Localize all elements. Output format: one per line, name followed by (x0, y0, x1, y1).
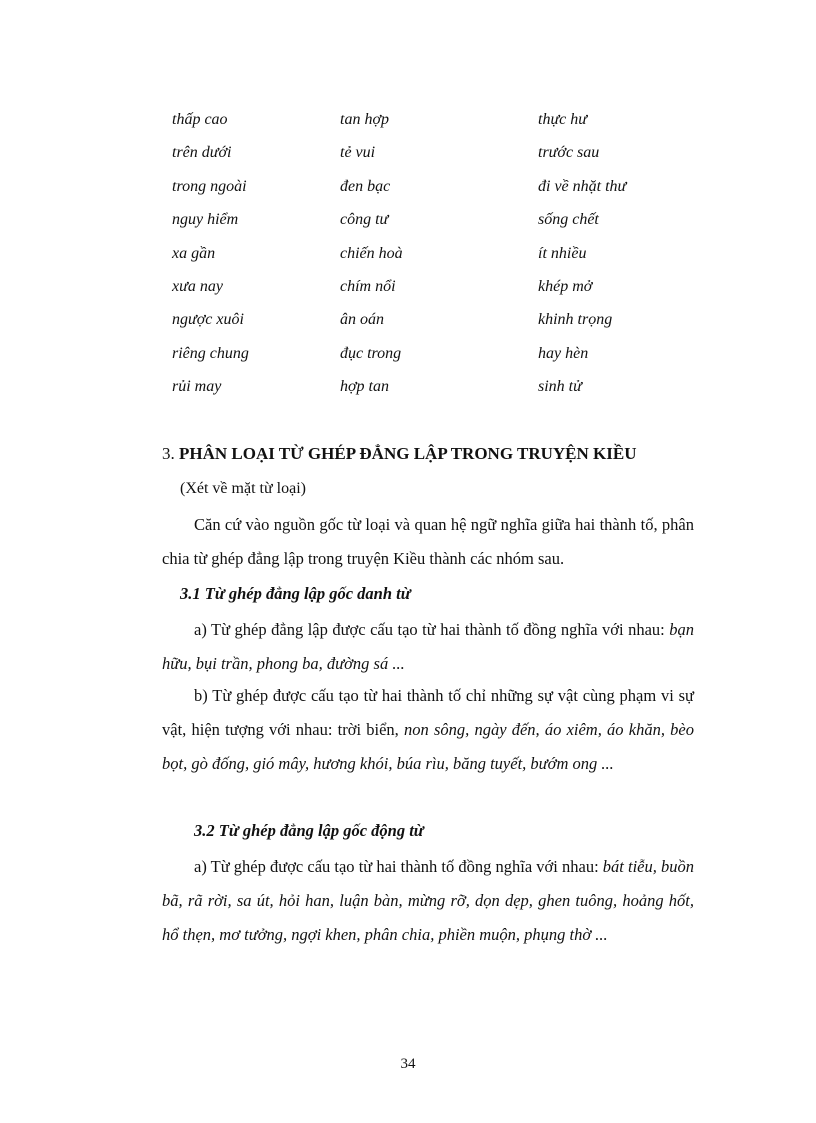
table-row (172, 306, 718, 339)
paragraph-text: a) Từ ghép đẳng lập được cấu tạo từ hai thành tố đồng nghĩa với nhau: (194, 620, 670, 639)
table-cell: công tư (340, 211, 389, 229)
table-row (172, 240, 718, 273)
table-row (172, 340, 718, 373)
table-row (172, 139, 718, 172)
table-cell: tẻ vui (340, 144, 376, 162)
table-cell: riêng chung (172, 344, 249, 362)
table-cell: đen bạc (340, 177, 391, 195)
table-cell: hợp tan (340, 378, 389, 396)
section-subtitle: (Xét về mặt từ loại) (180, 480, 306, 497)
paragraph-3-2-a (162, 850, 694, 952)
table-cell: xa gần (172, 244, 216, 262)
table-row (172, 273, 718, 306)
example-list: bạn hữu, bụi trần, phong ba, đường sá ... (162, 620, 694, 673)
table-cell: rủi may (172, 378, 222, 396)
table-cell: chiến hoà (340, 244, 403, 262)
table-cell: xưa nay (172, 277, 223, 295)
word-table (172, 106, 718, 407)
subsection-heading-3-1: 3.1 Từ ghép đẳng lập gốc danh từ (180, 584, 411, 603)
section-heading (162, 444, 637, 464)
paragraph-3-1-b (162, 679, 694, 781)
table-cell: chím nổi (340, 277, 396, 295)
paragraph-3-1-a (162, 613, 694, 681)
table-row (172, 206, 718, 239)
table-cell: hay hèn (538, 344, 589, 362)
table-row (172, 106, 718, 139)
table-cell: thấp cao (172, 111, 228, 128)
example-list: non sông, ngày đến, áo xiêm, áo khăn, bèo bọt, gò đống, gió mây, hương khói, búa rìu, băng tuyết, bướm ong ... (162, 720, 694, 773)
table-cell: trong ngoài (172, 177, 247, 195)
table-cell: nguy hiểm (172, 211, 239, 229)
table-cell: trên dưới (172, 144, 232, 162)
table-cell: khép mở (538, 277, 593, 295)
table-cell: khinh trọng (538, 311, 613, 329)
example-list: bát tiễu, buồn bã, rã rời, sa út, hỏi han, luận bàn, mừng rỡ, dọn dẹp, ghen tuông, hoảng hốt, hổ thẹn, mơ tưởng, ngợi khen, phân chia, phiền muộn, phụng thờ ... (162, 857, 695, 944)
table-cell: sinh tử (538, 378, 582, 396)
paragraph-text: b) Từ ghép được cấu tạo từ hai thành tố chỉ những sự vật cùng phạm vi sự vật, hiện tượng với nhau: trời biển, (162, 686, 694, 739)
table-cell: ít nhiều (538, 244, 587, 262)
table-cell: đục trong (340, 344, 402, 362)
table-cell: ân oán (340, 311, 384, 329)
table-row (172, 173, 718, 206)
section-title: PHÂN LOẠI TỪ GHÉP ĐẲNG LẬP TRONG TRUYỆN KIỀU (179, 444, 637, 463)
table-cell: thực hư (538, 111, 587, 128)
page-number: 34 (400, 1056, 416, 1072)
section-number: 3. (162, 444, 175, 463)
table-row (172, 373, 718, 406)
table-cell: trước sau (538, 144, 600, 162)
table-cell: tan hợp (340, 111, 389, 128)
table-cell: sống chết (538, 211, 599, 229)
intro-paragraph: Căn cứ vào nguồn gốc từ loại và quan hệ ngữ nghĩa giữa hai thành tố, phân chia từ ghép đẳng lập trong truyện Kiều thành các nhóm sau. (162, 515, 694, 568)
subsection-heading-3-2: 3.2 Từ ghép đẳng lập gốc động từ (194, 821, 424, 840)
paragraph-text: a) Từ ghép được cấu tạo từ hai thành tố đồng nghĩa với nhau: (194, 857, 603, 876)
table-cell: đi về nhặt thư (538, 177, 627, 195)
table-cell: ngược xuôi (172, 311, 244, 329)
